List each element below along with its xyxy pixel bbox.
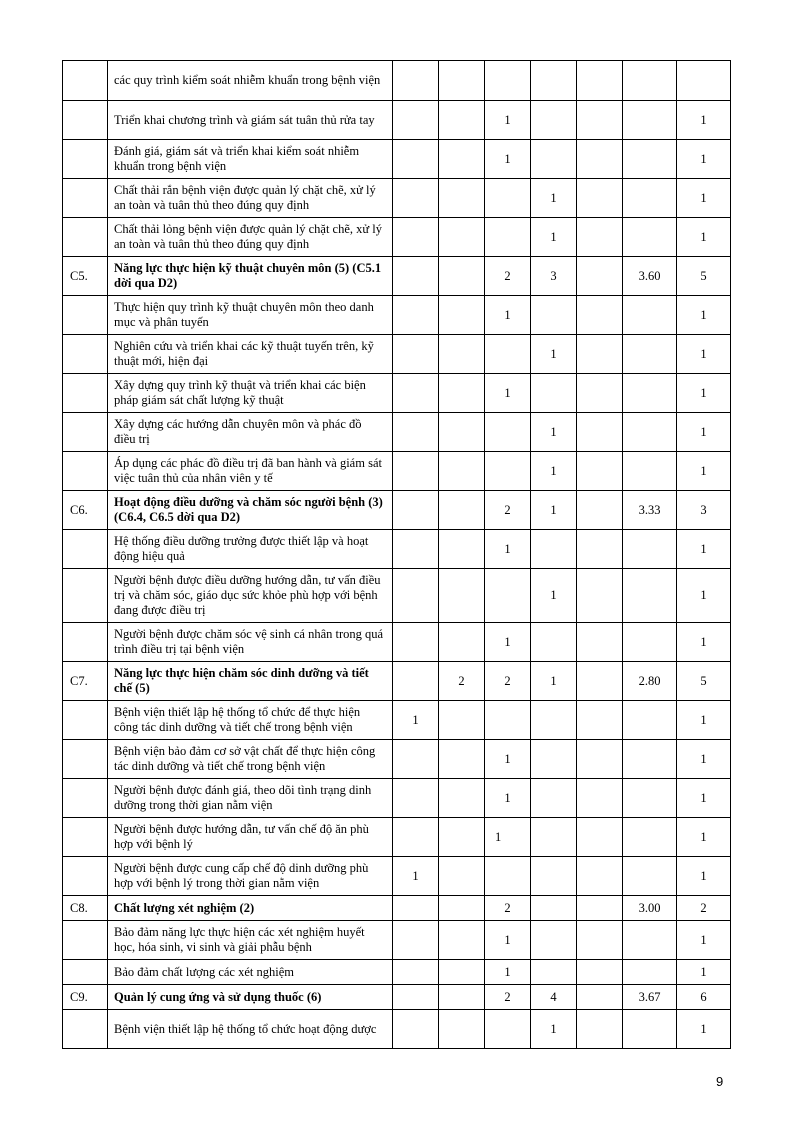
row-criterion: Xây dựng các hướng dẫn chuyên môn và phác đồ điều trị <box>108 413 393 452</box>
level-count-c3: 1 <box>485 740 531 779</box>
row-total: 1 <box>677 413 731 452</box>
level-count-c4: 1 <box>531 413 577 452</box>
level-count-c4 <box>531 140 577 179</box>
level-count-c4: 1 <box>531 218 577 257</box>
level-count-c4 <box>531 960 577 985</box>
table-row <box>63 569 731 623</box>
row-average: 3.00 <box>623 896 677 921</box>
level-count-c5 <box>577 530 623 569</box>
level-count-c5 <box>577 569 623 623</box>
row-total: 1 <box>677 374 731 413</box>
row-code <box>63 452 108 491</box>
level-count-c2 <box>439 218 485 257</box>
row-average <box>623 335 677 374</box>
level-count-c1 <box>393 257 439 296</box>
level-count-c2: 2 <box>439 662 485 701</box>
row-average <box>623 296 677 335</box>
row-code <box>63 101 108 140</box>
section-row <box>63 662 731 701</box>
row-code: C7. <box>63 662 108 701</box>
row-code <box>63 921 108 960</box>
row-criterion: Chất thải lỏng bệnh viện được quản lý chặt chẽ, xử lý an toàn và tuân thủ theo đúng quy định <box>108 218 393 257</box>
row-code <box>63 1010 108 1049</box>
level-count-c1 <box>393 662 439 701</box>
row-total: 1 <box>677 530 731 569</box>
level-count-c1 <box>393 296 439 335</box>
level-count-c5 <box>577 1010 623 1049</box>
level-count-c1 <box>393 985 439 1010</box>
level-count-c5 <box>577 257 623 296</box>
row-average <box>623 218 677 257</box>
level-count-c1 <box>393 413 439 452</box>
row-code <box>63 701 108 740</box>
row-total: 1 <box>677 452 731 491</box>
level-count-c2 <box>439 452 485 491</box>
row-criterion: Người bệnh được cung cấp chế độ dinh dưỡng phù hợp với bệnh lý trong thời gian nằm viện <box>108 857 393 896</box>
table-row <box>63 374 731 413</box>
row-code <box>63 779 108 818</box>
level-count-c5 <box>577 857 623 896</box>
row-total <box>677 61 731 101</box>
level-count-c4 <box>531 101 577 140</box>
level-count-c2 <box>439 857 485 896</box>
level-count-c3: 2 <box>485 257 531 296</box>
row-code <box>63 413 108 452</box>
table-row <box>63 452 731 491</box>
row-code: C6. <box>63 491 108 530</box>
row-code <box>63 818 108 857</box>
table-row <box>63 179 731 218</box>
row-code <box>63 179 108 218</box>
row-average: 3.33 <box>623 491 677 530</box>
level-count-c1 <box>393 374 439 413</box>
level-count-c3 <box>485 857 531 896</box>
level-count-c5 <box>577 61 623 101</box>
level-count-c3 <box>485 452 531 491</box>
row-code <box>63 740 108 779</box>
row-average <box>623 960 677 985</box>
table-row <box>63 818 731 857</box>
row-average <box>623 701 677 740</box>
level-count-c3: 1 <box>485 101 531 140</box>
row-criterion: Người bệnh được chăm sóc vệ sinh cá nhân trong quá trình điều trị tại bệnh viện <box>108 623 393 662</box>
level-count-c3: 1 <box>485 779 531 818</box>
page-number: 9 <box>716 1074 724 1089</box>
row-criterion: Hoạt động điều dưỡng và chăm sóc người bệnh (3) (C6.4, C6.5 dời qua D2) <box>108 491 393 530</box>
level-count-c3 <box>485 1010 531 1049</box>
row-total: 1 <box>677 1010 731 1049</box>
row-code: C9. <box>63 985 108 1010</box>
row-criterion: Đánh giá, giám sát và triển khai kiểm soát nhiễm khuẩn trong bệnh viện <box>108 140 393 179</box>
row-average <box>623 374 677 413</box>
level-count-c1 <box>393 896 439 921</box>
row-total: 1 <box>677 740 731 779</box>
row-total: 5 <box>677 662 731 701</box>
level-count-c4: 3 <box>531 257 577 296</box>
level-count-c3 <box>485 61 531 101</box>
row-average <box>623 413 677 452</box>
level-count-c4 <box>531 530 577 569</box>
level-count-c5 <box>577 623 623 662</box>
level-count-c5 <box>577 140 623 179</box>
level-count-c3 <box>485 179 531 218</box>
level-count-c1 <box>393 960 439 985</box>
level-count-c4: 4 <box>531 985 577 1010</box>
level-count-c3: 1 <box>485 818 531 857</box>
row-total: 6 <box>677 985 731 1010</box>
row-criterion: Bệnh viện bảo đảm cơ sở vật chất để thực hiện công tác dinh dưỡng và tiết chế trong bệnh viện <box>108 740 393 779</box>
level-count-c5 <box>577 296 623 335</box>
row-total: 1 <box>677 960 731 985</box>
row-code: C8. <box>63 896 108 921</box>
section-row <box>63 257 731 296</box>
row-criterion: Thực hiện quy trình kỹ thuật chuyên môn theo danh mục và phân tuyến <box>108 296 393 335</box>
table-row <box>63 857 731 896</box>
row-code <box>63 374 108 413</box>
level-count-c3 <box>485 218 531 257</box>
level-count-c4 <box>531 701 577 740</box>
row-criterion: Bảo đảm năng lực thực hiện các xét nghiệm huyết học, hóa sinh, vi sinh và giải phẫu bệnh <box>108 921 393 960</box>
row-average <box>623 921 677 960</box>
level-count-c3 <box>485 335 531 374</box>
row-code <box>63 218 108 257</box>
table-row <box>63 530 731 569</box>
level-count-c2 <box>439 1010 485 1049</box>
row-criterion: Bệnh viện thiết lập hệ thống tổ chức hoạt động dược <box>108 1010 393 1049</box>
row-criterion: Bệnh viện thiết lập hệ thống tổ chức để thực hiện công tác dinh dưỡng và tiết chế trong bệnh viện <box>108 701 393 740</box>
level-count-c4: 1 <box>531 569 577 623</box>
row-total: 1 <box>677 779 731 818</box>
row-criterion: Bảo đảm chất lượng các xét nghiệm <box>108 960 393 985</box>
level-count-c4 <box>531 818 577 857</box>
row-total: 5 <box>677 257 731 296</box>
level-count-c3: 2 <box>485 896 531 921</box>
level-count-c1 <box>393 623 439 662</box>
level-count-c5 <box>577 818 623 857</box>
row-average <box>623 140 677 179</box>
level-count-c2 <box>439 779 485 818</box>
row-criterion: Áp dụng các phác đồ điều trị đã ban hành và giám sát việc tuân thủ của nhân viên y tế <box>108 452 393 491</box>
level-count-c5 <box>577 101 623 140</box>
level-count-c5 <box>577 374 623 413</box>
level-count-c4 <box>531 374 577 413</box>
row-average <box>623 1010 677 1049</box>
row-code <box>63 140 108 179</box>
level-count-c4 <box>531 857 577 896</box>
level-count-c4: 1 <box>531 1010 577 1049</box>
row-criterion: các quy trình kiểm soát nhiễm khuẩn trong bệnh viện <box>108 61 393 101</box>
row-total: 3 <box>677 491 731 530</box>
level-count-c3: 1 <box>485 623 531 662</box>
level-count-c5 <box>577 960 623 985</box>
level-count-c4 <box>531 296 577 335</box>
row-total: 1 <box>677 335 731 374</box>
level-count-c2 <box>439 335 485 374</box>
level-count-c4 <box>531 921 577 960</box>
row-criterion: Năng lực thực hiện chăm sóc dinh dưỡng và tiết chế (5) <box>108 662 393 701</box>
level-count-c1: 1 <box>393 701 439 740</box>
level-count-c1 <box>393 818 439 857</box>
table-row <box>63 218 731 257</box>
table-row <box>63 61 731 101</box>
row-code <box>63 569 108 623</box>
level-count-c4 <box>531 740 577 779</box>
table-row <box>63 623 731 662</box>
row-total: 1 <box>677 140 731 179</box>
level-count-c4: 1 <box>531 452 577 491</box>
level-count-c1 <box>393 179 439 218</box>
section-row <box>63 985 731 1010</box>
table-body <box>63 61 731 1049</box>
level-count-c5 <box>577 452 623 491</box>
level-count-c2 <box>439 257 485 296</box>
level-count-c1 <box>393 569 439 623</box>
row-total: 1 <box>677 921 731 960</box>
row-average: 2.80 <box>623 662 677 701</box>
row-average <box>623 818 677 857</box>
table-row <box>63 296 731 335</box>
level-count-c1 <box>393 452 439 491</box>
row-average <box>623 61 677 101</box>
table-row <box>63 335 731 374</box>
level-count-c1: 1 <box>393 857 439 896</box>
table-row <box>63 701 731 740</box>
row-code <box>63 296 108 335</box>
row-average <box>623 740 677 779</box>
level-count-c2 <box>439 623 485 662</box>
level-count-c2 <box>439 985 485 1010</box>
level-count-c2 <box>439 701 485 740</box>
level-count-c2 <box>439 569 485 623</box>
row-criterion: Người bệnh được điều dưỡng hướng dẫn, tư vấn điều trị và chăm sóc, giáo dục sức khỏe phù hợp với bệnh đang được điều trị <box>108 569 393 623</box>
row-average <box>623 569 677 623</box>
level-count-c1 <box>393 61 439 101</box>
level-count-c4: 1 <box>531 662 577 701</box>
row-criterion: Người bệnh được hướng dẫn, tư vấn chế độ ăn phù hợp với bệnh lý <box>108 818 393 857</box>
row-criterion: Hệ thống điều dưỡng trưởng được thiết lập và hoạt động hiệu quả <box>108 530 393 569</box>
row-code <box>63 335 108 374</box>
level-count-c3 <box>485 701 531 740</box>
level-count-c1 <box>393 740 439 779</box>
table-row <box>63 140 731 179</box>
level-count-c2 <box>439 921 485 960</box>
level-count-c5 <box>577 179 623 218</box>
level-count-c3: 1 <box>485 530 531 569</box>
level-count-c4: 1 <box>531 179 577 218</box>
level-count-c4 <box>531 61 577 101</box>
level-count-c2 <box>439 740 485 779</box>
row-total: 1 <box>677 101 731 140</box>
criteria-table <box>62 60 731 1049</box>
row-average <box>623 452 677 491</box>
level-count-c4: 1 <box>531 335 577 374</box>
level-count-c1 <box>393 101 439 140</box>
table-row <box>63 1010 731 1049</box>
level-count-c5 <box>577 896 623 921</box>
level-count-c1 <box>393 140 439 179</box>
row-total: 1 <box>677 179 731 218</box>
level-count-c1 <box>393 491 439 530</box>
level-count-c1 <box>393 921 439 960</box>
level-count-c3: 1 <box>485 921 531 960</box>
row-code: C5. <box>63 257 108 296</box>
level-count-c2 <box>439 491 485 530</box>
row-average <box>623 101 677 140</box>
row-average: 3.60 <box>623 257 677 296</box>
row-criterion: Chất lượng xét nghiệm (2) <box>108 896 393 921</box>
table-row <box>63 413 731 452</box>
level-count-c5 <box>577 740 623 779</box>
level-count-c2 <box>439 179 485 218</box>
level-count-c5 <box>577 921 623 960</box>
section-row <box>63 896 731 921</box>
table-row <box>63 101 731 140</box>
level-count-c4 <box>531 896 577 921</box>
table-row <box>63 921 731 960</box>
row-criterion: Người bệnh được đánh giá, theo dõi tình trạng dinh dưỡng trong thời gian nằm viện <box>108 779 393 818</box>
level-count-c2 <box>439 296 485 335</box>
level-count-c3: 1 <box>485 296 531 335</box>
row-criterion: Chất thải rắn bệnh viện được quản lý chặt chẽ, xử lý an toàn và tuân thủ theo đúng quy định <box>108 179 393 218</box>
level-count-c3: 1 <box>485 374 531 413</box>
level-count-c3: 1 <box>485 960 531 985</box>
row-total: 1 <box>677 569 731 623</box>
row-code <box>63 623 108 662</box>
level-count-c2 <box>439 101 485 140</box>
level-count-c4 <box>531 779 577 818</box>
level-count-c4: 1 <box>531 491 577 530</box>
table-row <box>63 960 731 985</box>
row-average <box>623 179 677 218</box>
row-total: 1 <box>677 818 731 857</box>
level-count-c3: 1 <box>485 140 531 179</box>
level-count-c5 <box>577 985 623 1010</box>
row-code <box>63 61 108 101</box>
row-total: 1 <box>677 296 731 335</box>
row-total: 1 <box>677 857 731 896</box>
row-criterion: Năng lực thực hiện kỹ thuật chuyên môn (5) (C5.1 dời qua D2) <box>108 257 393 296</box>
level-count-c2 <box>439 61 485 101</box>
row-code <box>63 530 108 569</box>
level-count-c2 <box>439 140 485 179</box>
level-count-c2 <box>439 818 485 857</box>
row-average: 3.67 <box>623 985 677 1010</box>
level-count-c5 <box>577 662 623 701</box>
level-count-c1 <box>393 779 439 818</box>
row-criterion: Nghiên cứu và triển khai các kỹ thuật tuyến trên, kỹ thuật mới, hiện đại <box>108 335 393 374</box>
row-criterion: Quản lý cung ứng và sử dụng thuốc (6) <box>108 985 393 1010</box>
row-average <box>623 779 677 818</box>
level-count-c5 <box>577 779 623 818</box>
level-count-c3: 2 <box>485 662 531 701</box>
row-total: 2 <box>677 896 731 921</box>
level-count-c2 <box>439 374 485 413</box>
level-count-c5 <box>577 335 623 374</box>
section-row <box>63 491 731 530</box>
level-count-c3 <box>485 413 531 452</box>
level-count-c3 <box>485 569 531 623</box>
row-code <box>63 857 108 896</box>
level-count-c2 <box>439 896 485 921</box>
table-row <box>63 779 731 818</box>
table-row <box>63 740 731 779</box>
row-total: 1 <box>677 218 731 257</box>
level-count-c3: 2 <box>485 985 531 1010</box>
level-count-c2 <box>439 413 485 452</box>
level-count-c1 <box>393 1010 439 1049</box>
level-count-c5 <box>577 701 623 740</box>
level-count-c4 <box>531 623 577 662</box>
row-average <box>623 623 677 662</box>
row-average <box>623 530 677 569</box>
level-count-c1 <box>393 218 439 257</box>
level-count-c2 <box>439 530 485 569</box>
level-count-c2 <box>439 960 485 985</box>
level-count-c3: 2 <box>485 491 531 530</box>
level-count-c5 <box>577 218 623 257</box>
row-total: 1 <box>677 701 731 740</box>
row-criterion: Triển khai chương trình và giám sát tuân thủ rửa tay <box>108 101 393 140</box>
row-total: 1 <box>677 623 731 662</box>
row-average <box>623 857 677 896</box>
level-count-c5 <box>577 491 623 530</box>
row-criterion: Xây dựng quy trình kỹ thuật và triển khai các biện pháp giám sát chất lượng kỹ thuật <box>108 374 393 413</box>
level-count-c1 <box>393 335 439 374</box>
level-count-c1 <box>393 530 439 569</box>
row-code <box>63 960 108 985</box>
level-count-c5 <box>577 413 623 452</box>
